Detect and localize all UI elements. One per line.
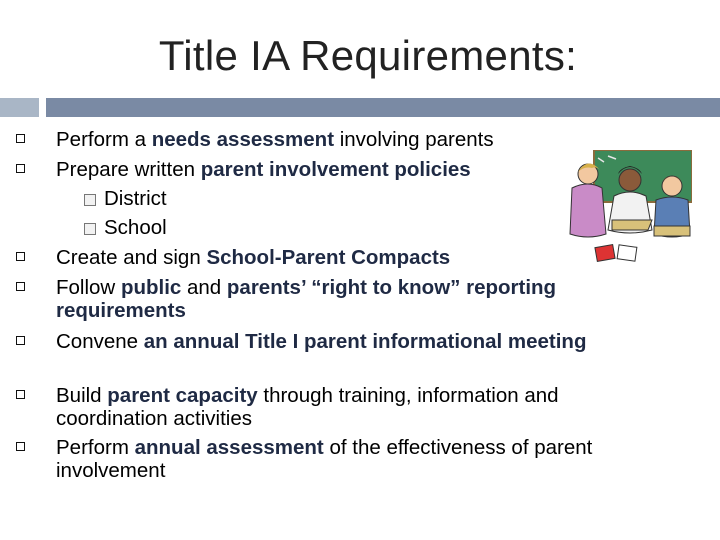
sub-bullet-school bbox=[84, 216, 167, 239]
checkbox-glyph-icon bbox=[84, 223, 96, 235]
bold-segment: an annual Title I parent informational meeting bbox=[143, 330, 587, 353]
sub-bullet-label: District bbox=[104, 187, 167, 210]
text-segment: Perform bbox=[56, 436, 135, 459]
sub-bullet-label: School bbox=[104, 216, 167, 239]
teacher-body bbox=[570, 184, 606, 237]
title-rule-right bbox=[46, 98, 720, 117]
bold-segment: public bbox=[120, 276, 182, 299]
bold-segment: School-Parent Compacts bbox=[206, 246, 451, 269]
square-bullet-icon bbox=[16, 390, 25, 399]
bullet-annual-meeting bbox=[56, 330, 662, 353]
text-segment: through training, information and coordination activities bbox=[56, 384, 559, 430]
text-segment: Convene bbox=[56, 330, 144, 353]
bold-segment: parent capacity bbox=[107, 384, 258, 407]
square-bullet-icon bbox=[16, 282, 25, 291]
square-bullet-icon bbox=[16, 252, 25, 261]
checkbox-glyph-icon bbox=[84, 194, 96, 206]
bullet-text bbox=[56, 246, 450, 269]
bold-segment: needs assessment bbox=[151, 128, 335, 151]
bullet-text bbox=[56, 436, 592, 482]
slide-title: Title IA Requirements: bbox=[158, 32, 578, 79]
classroom-clipart bbox=[568, 150, 692, 270]
bold-segment: parent involvement policies bbox=[200, 158, 471, 181]
square-bullet-icon bbox=[16, 336, 25, 345]
bullet-annual-assessment bbox=[56, 436, 662, 482]
text-segment: Create and sign bbox=[56, 246, 207, 269]
square-bullet-icon bbox=[16, 134, 25, 143]
bullet-needs-assessment bbox=[56, 128, 662, 151]
square-bullet-icon bbox=[16, 164, 25, 173]
text-segment: involving parents bbox=[334, 128, 494, 151]
text-segment: and bbox=[181, 276, 227, 299]
desk bbox=[612, 220, 652, 230]
square-bullet-icon bbox=[16, 442, 25, 451]
bullet-text bbox=[56, 128, 494, 151]
bullet-text bbox=[56, 384, 559, 430]
text-segment: Follow bbox=[56, 276, 121, 299]
paper bbox=[617, 245, 637, 261]
student-head bbox=[619, 169, 641, 191]
man-head bbox=[662, 176, 682, 196]
bold-segment: annual assessment bbox=[134, 436, 324, 459]
title-rule-left bbox=[0, 98, 39, 117]
bullet-text bbox=[56, 158, 471, 181]
red-book bbox=[595, 245, 615, 262]
text-segment: of the effectiveness of parent involvement bbox=[56, 436, 593, 482]
text-segment: Perform a bbox=[56, 128, 152, 151]
bullet-parent-capacity bbox=[56, 384, 662, 430]
sub-bullet-district bbox=[84, 187, 167, 210]
bullet-text bbox=[56, 330, 586, 353]
bullet-right-to-know bbox=[56, 276, 662, 322]
desk-right bbox=[654, 226, 690, 236]
bold-segment: parents’ “right to know” reporting requirements bbox=[56, 276, 557, 322]
text-segment: Build bbox=[56, 384, 108, 407]
bullet-text bbox=[56, 276, 556, 322]
text-segment: Prepare written bbox=[56, 158, 201, 181]
